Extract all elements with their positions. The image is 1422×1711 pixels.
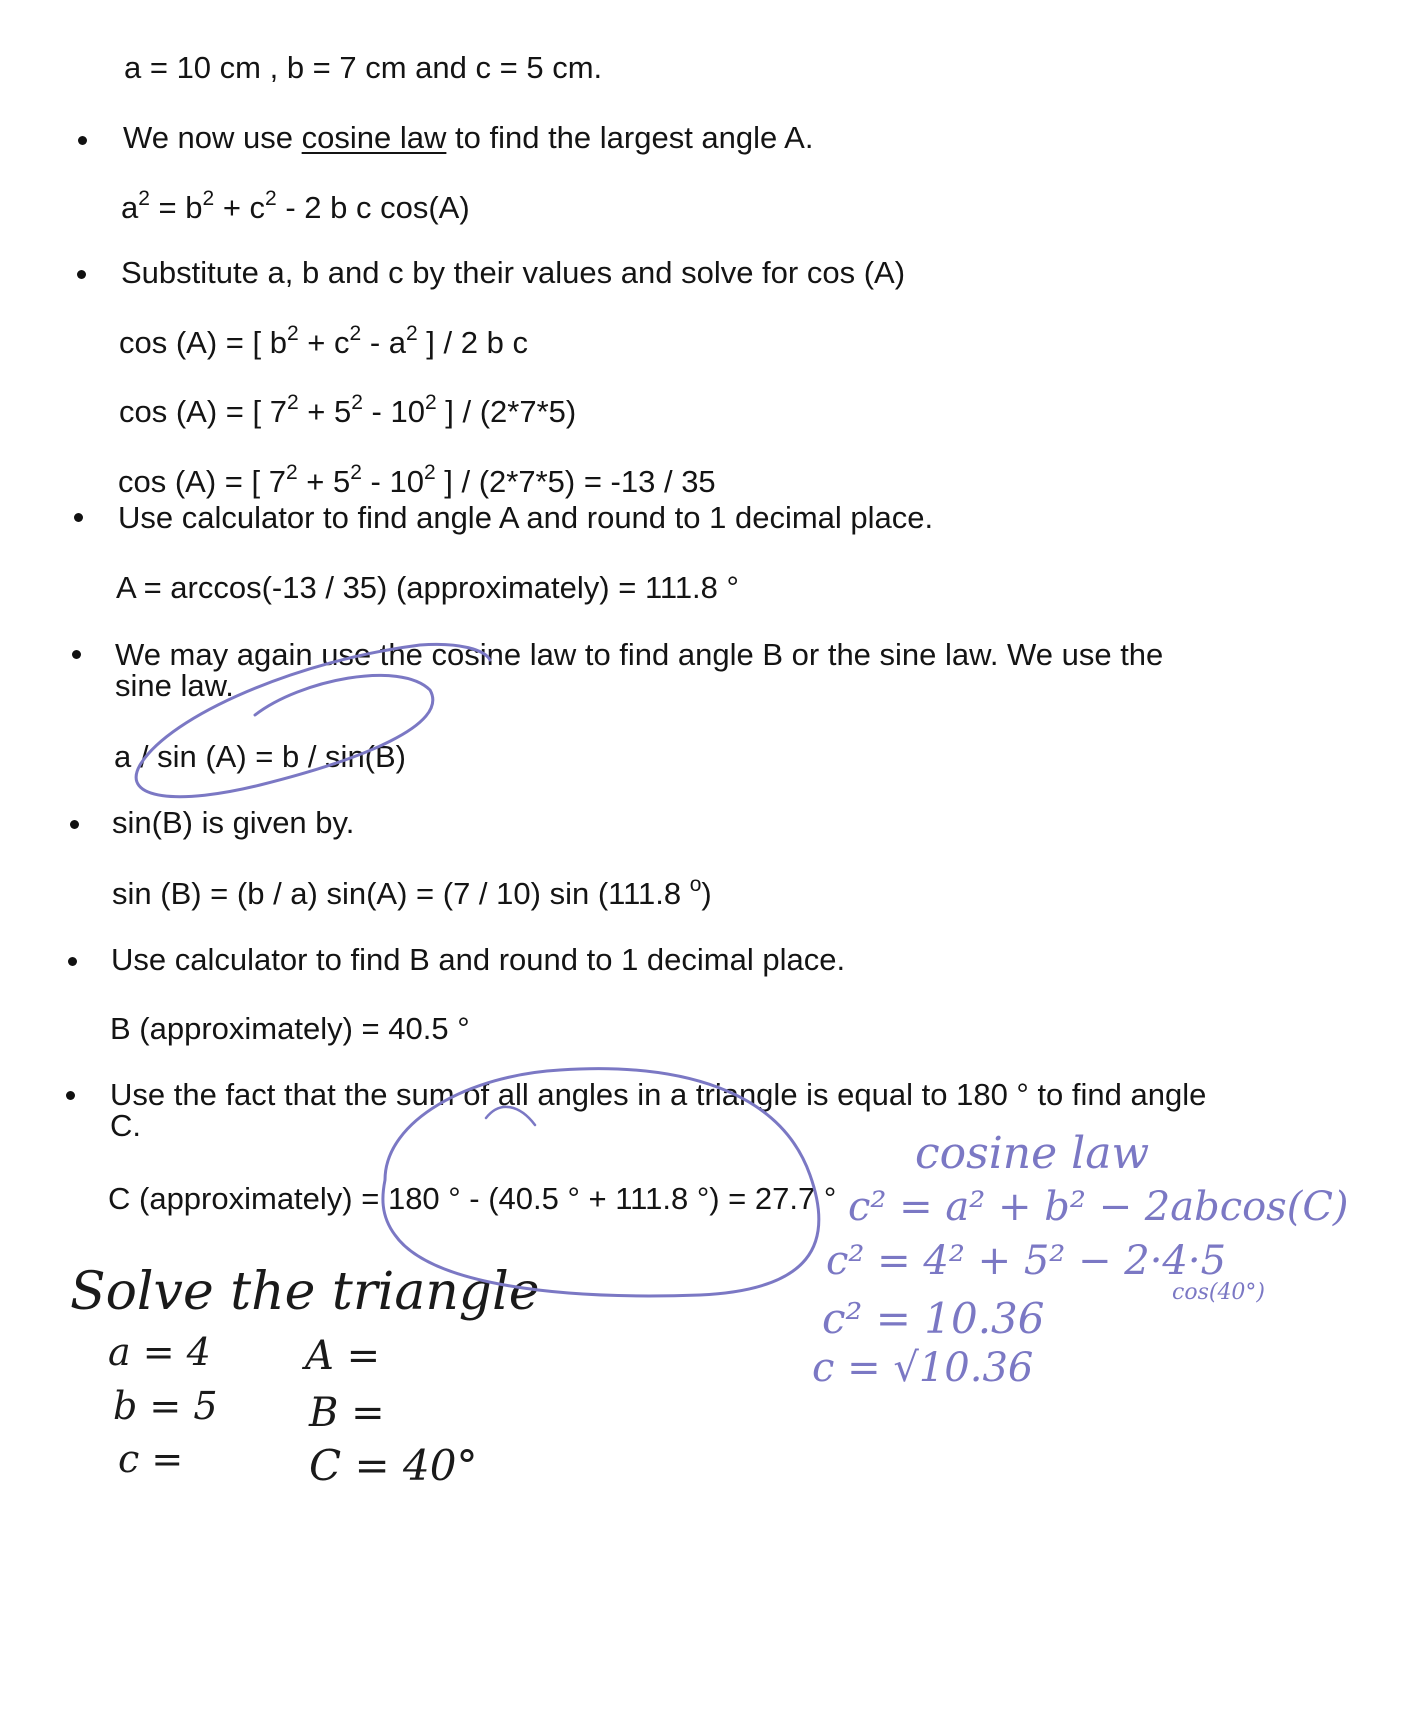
sine-law-intro-l2: sine law.	[115, 668, 234, 703]
calc-angle-a-line: Use calculator to find angle A and round to 1 decimal place.	[118, 500, 934, 535]
angle-sum-line-2: C.	[110, 1108, 141, 1143]
hw-angle-a: A =	[305, 1333, 381, 1379]
cosine-law-intro	[123, 120, 813, 156]
bullet-4	[72, 650, 81, 659]
angle-sum-line-1: Use the fact that the sum of all angles in a triangle is equal to 180 ° to find angle	[110, 1077, 1207, 1112]
cos-a-substituted: cos (A) = [ $7^2 + 5^2 - 10^2$ ] / (2*7*5)	[119, 391, 577, 429]
hw-c-root: c = √10.36	[812, 1345, 1034, 1391]
bullet-1	[78, 136, 87, 145]
hw-a-value: a = 4	[108, 1330, 211, 1374]
hw-cosine-law-label: cosine law	[915, 1128, 1150, 1179]
hw-c-value: c =	[118, 1437, 184, 1481]
intro-text-post: to find the largest angle A.	[446, 120, 814, 155]
bullet-7	[66, 1091, 75, 1100]
cos-a-result: cos (A) = [ $7^2 + 5^2 - 10^2$ ] / (2*7*5) = -13 / 35	[118, 461, 716, 499]
calc-angle-b-line: Use calculator to find B and round to 1 decimal place.	[111, 942, 846, 977]
intro-text-pre: We now use	[123, 120, 302, 155]
sine-law-equation: a / sin (A) = b / sin(B)	[114, 739, 407, 774]
sin-b-equation: sin (B) = (b / a) sin(A) = (7 / 10) sin (111.8 $^o$)	[112, 873, 712, 911]
cos-a-formula: cos (A) = [ $b^2 + c^2 - a^2$ ] / 2 b c	[119, 322, 528, 360]
sine-law-intro-l1: We may again use the cosine law to find angle B or the sine law. We use the	[115, 637, 1164, 672]
hw-angle-b: B =	[309, 1390, 385, 1436]
substitute-line: Substitute a, b and c by their values and solve for cos (A)	[121, 255, 906, 290]
hw-cosine-formula: c² = a² + b² − 2abcos(C)	[848, 1184, 1349, 1230]
cosine-law-equation: $a^2 = b^2 + c^2 - 2$ b c cos(A)	[121, 187, 470, 225]
bullet-3	[74, 513, 83, 522]
angle-a-result: A = arccos(-13 / 35) (approximately) = 111.8 °	[116, 570, 739, 605]
hw-angle-c: C = 40°	[309, 1441, 478, 1490]
hw-b-value: b = 5	[113, 1384, 218, 1428]
givens-line: a = 10 cm , b = 7 cm and c = 5 cm.	[124, 50, 603, 85]
hw-solve-title: Solve the triangle	[70, 1262, 540, 1322]
hw-cos40: cos(40°)	[1172, 1280, 1266, 1305]
hw-substitution: c² = 4² + 5² − 2·4·5	[826, 1238, 1227, 1284]
bullet-6	[68, 957, 77, 966]
sin-b-given-line: sin(B) is given by.	[112, 805, 355, 840]
angle-c-result: C (approximately) = 180 ° - (40.5 ° + 111.8 °) = 27.7 °	[108, 1181, 837, 1216]
bullet-2	[77, 270, 86, 279]
hw-c-squared: c² = 10.36	[822, 1294, 1045, 1343]
angle-b-result: B (approximately) = 40.5 °	[110, 1011, 470, 1046]
bullet-5	[70, 820, 79, 829]
cosine-law-underlined: cosine law	[301, 120, 447, 155]
